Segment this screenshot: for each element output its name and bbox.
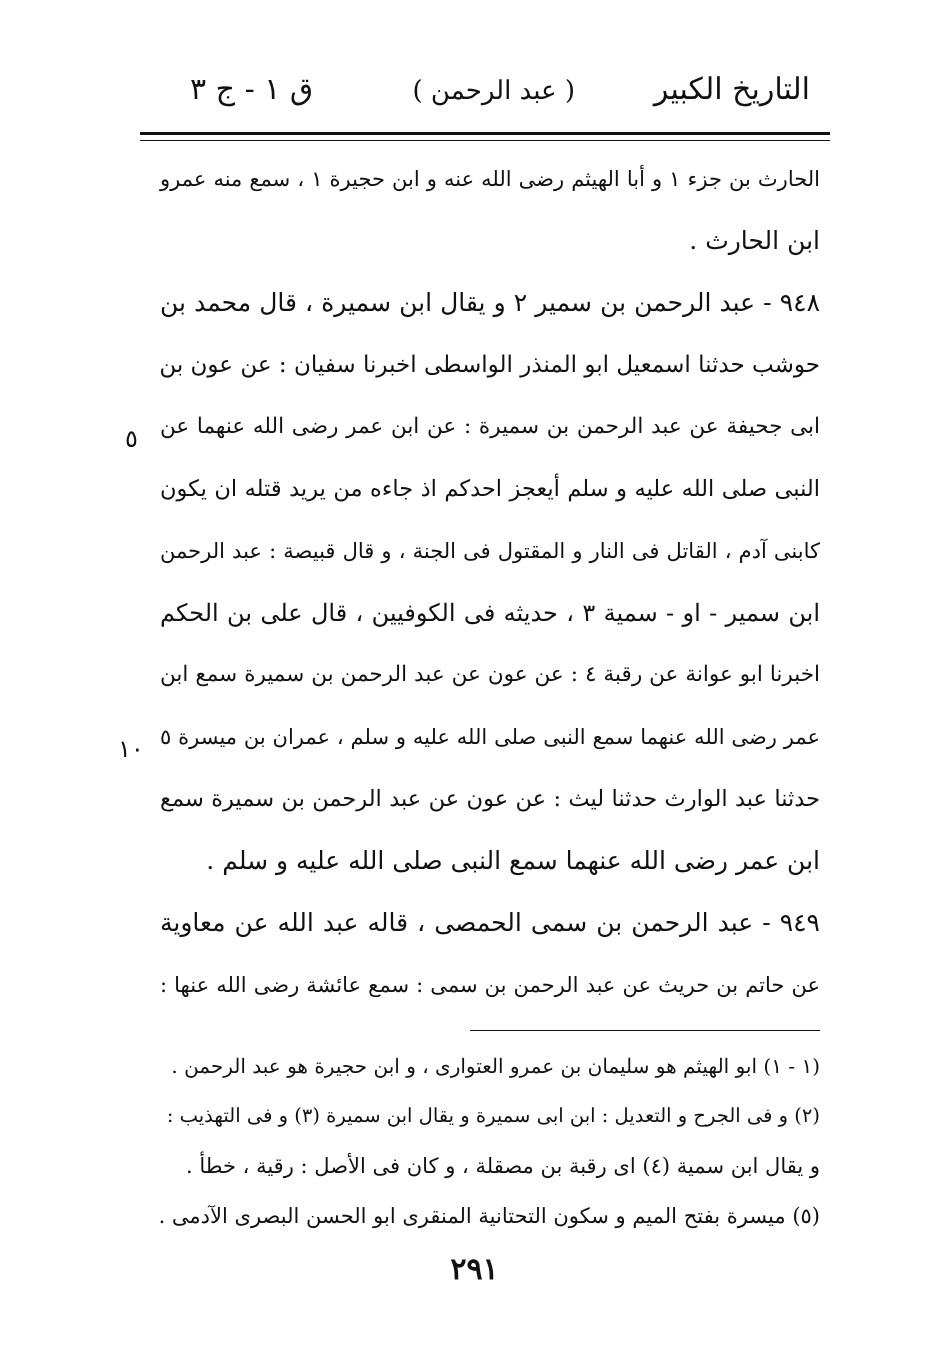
header-rule-thick [140,132,830,135]
text-line: ابن الحارث . [689,226,820,255]
footnote: (٢) و فى الجرح و التعديل : ابن ابى سميرة و يقال ابن سميرة (٣) و فى التهذيب : [166,1104,820,1127]
line-number-10: ١٠ [118,735,144,763]
text-line: حوشب حدثنا اسمعيل ابو المنذر الواسطى اخبرنا سفيان : عن عون بن [159,352,820,378]
text-line: ابى جحيفة عن عبد الرحمن بن سميرة : عن ابن عمر رضى الله عنهما عن [160,414,820,439]
footnote: (٥) ميسرة بفتح الميم و سكون التحتانية المنقرى ابو الحسن البصرى الآدمى . [158,1204,820,1228]
section-name: ( عبد الرحمن ) [412,76,575,106]
footnote: (١ - ١) ابو الهيثم هو سليمان بن عمرو العتوارى ، و ابن حجيرة هو عبد الرحمن . [171,1054,820,1078]
footnote: و يقال ابن سمية (٤) اى رقبة بن مصقلة ، و كان فى الأصل : رقية ، خطأ . [186,1154,820,1178]
line-number-5: ٥ [125,425,138,453]
text-line: حدثنا عبد الوارث حدثنا ليث : عن عون عن عبد الرحمن بن سميرة سمع [160,786,820,812]
running-header [170,68,820,118]
text-line: كابنى آدم ، القاتل فى النار و المقتول فى الجنة ، و قال قبيصة : عبد الرحمن [160,539,820,563]
entry-948-heading-line: ٩٤٨ - عبد الرحمن بن سمير ٢ و يقال ابن سميرة ، قال محمد بن [160,288,821,317]
footnotes [160,1042,820,1242]
footnote-separator [470,1030,820,1031]
text-line: النبى صلى الله عليه و سلم أيعجز احدكم اذ جاءه من يريد قتله ان يكون [160,476,820,502]
text-line: عمر رضى الله عنهما سمع النبى صلى الله عليه و سلم ، عمران بن ميسرة ٥ [160,725,820,749]
text-line: ابن سمير - او - سمية ٣ ، حديثه فى الكوفيين ، قال على بن الحكم [160,599,820,627]
text-line: اخبرنا ابو عوانة عن رقبة ٤ : عن عون عن عبد الرحمن بن سميرة سمع ابن [160,662,820,687]
main-text [160,150,820,1018]
book-title: التاريخ الكبير [653,72,810,107]
text-line: عن حاتم بن حريث عن عبد الرحمن بن سمى : سمع عائشة رضى الله عنها : [160,973,820,997]
page-number: ٢٩١ [450,1252,499,1287]
text-line: الحارث بن جزء ١ و أبا الهيثم رضى الله عنه و ابن حجيرة ١ ، سمع منه عمرو [160,167,821,191]
entry-949-heading-line: ٩٤٩ - عبد الرحمن بن سمى الحمصى ، قاله عبد الله عن معاوية [160,908,820,937]
header-rule-thin [140,140,830,141]
volume-reference: ق ١ - ج ٣ [190,72,314,107]
text-line: ابن عمر رضى الله عنهما سمع النبى صلى الله عليه و سلم . [206,846,820,875]
